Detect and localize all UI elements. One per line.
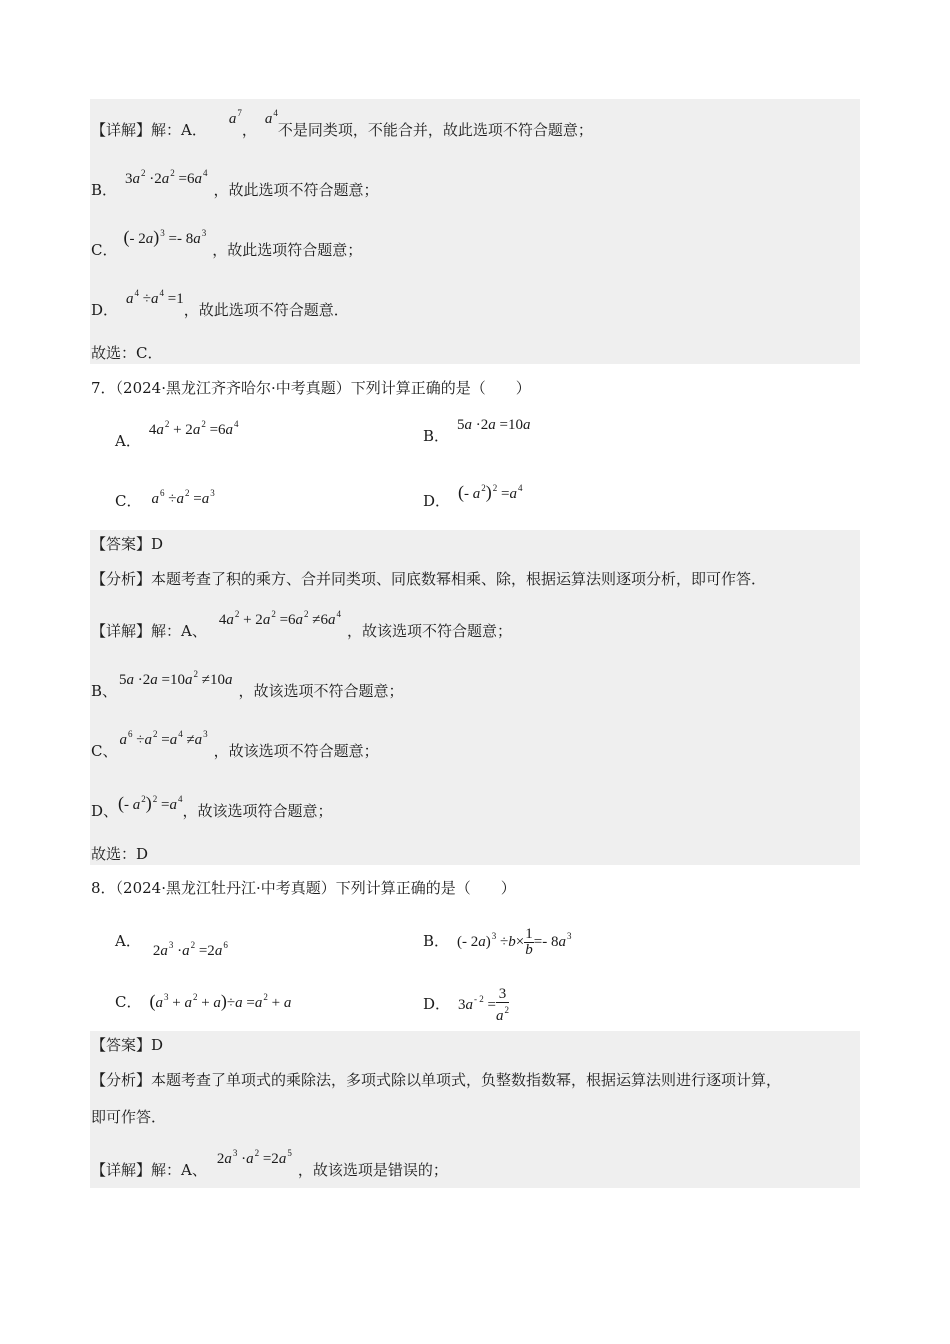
q7-c-label: C、 — [91, 742, 118, 760]
q8-option-c-label: C． — [115, 993, 142, 1011]
q8-stem: 8．（2024·黑龙江牡丹江·中考真题）下列计算正确的是（ ） — [91, 879, 516, 897]
q6-detail-a — [91, 108, 593, 141]
q7-answer: 【答案】D — [91, 535, 164, 553]
q8-option-a-math: $2a^3 \cdot a^2 =2a^6$ — [152, 940, 228, 959]
q8-option-b-label: B． — [423, 932, 450, 950]
q6-b-label: B． — [91, 181, 118, 199]
q6-d-text: ，故此选项不符合题意． — [183, 301, 349, 319]
q7-option-c — [115, 486, 215, 512]
q6-detail-c — [91, 227, 363, 261]
q7-b-text: ，故该选项不符合题意； — [238, 682, 404, 700]
q6-b-text: ，故此选项不符合题意； — [213, 181, 379, 199]
q8-a-math: $2a^3 \cdot a^2 =2a^5$ — [216, 1148, 292, 1167]
q8-detail-label: 【详解】解：A、 — [91, 1161, 207, 1179]
q7-analysis: 【分析】本题考查了积的乘方、合并同类项、同底数幂相乘、除，根据运算法则逐项分析，即可作答． — [91, 570, 767, 588]
q8-option-d-label: D． — [423, 994, 451, 1013]
q7-detail-label: 【详解】解：A、 — [91, 622, 207, 640]
q7-option-b-math: 5a ·2a =10a — [457, 417, 531, 433]
q8-option-a-label: A． — [115, 932, 141, 950]
q8-analysis-line-1: 【分析】本题考查了单项式的乘除法，多项式除以单项式，负整数指数幂，根据运算法则进行逐项计算， — [91, 1071, 782, 1089]
q8-option-c-math: $(a^3 + a^2 + a)\div a =a^2 + a$ — [149, 991, 292, 1011]
q7-d-text: ，故该选项符合题意； — [182, 802, 333, 820]
q6-c-label: C． — [91, 241, 118, 259]
q6-detail-label: 【详解】解：A． — [91, 121, 207, 139]
q8-option-c — [115, 987, 291, 1013]
q6-a-math-1: $a^7$ — [228, 108, 242, 127]
q8-option-d-math: $3a^{- 2}$ = $\frac{3}{a^2}$ — [458, 986, 509, 1024]
q7-option-c-label: C． — [115, 492, 142, 510]
q8-option-b-math: (- 2a)$^3$ ÷b× $\frac{1}{b}$ =- $8a^3$ — [457, 926, 572, 959]
q7-option-a-label: A． — [115, 432, 141, 450]
q7-a-text: ，故该选项不符合题意； — [347, 622, 513, 640]
q6-choice: 故选：C． — [91, 344, 163, 362]
q7-detail-c — [91, 729, 379, 762]
q6-a-text: 不是同类项，不能合并，故此选项不符合题意； — [277, 121, 593, 139]
q6-a-sep: ， — [241, 121, 257, 139]
q7-c-math: $a^6 \div a^2 =a^4 \ne a^3$ — [119, 729, 208, 748]
q6-c-text: ，故此选项符合题意； — [212, 241, 363, 259]
q8-detail-a — [91, 1148, 448, 1181]
q7-choice: 故选：D — [91, 845, 149, 863]
q6-b-math: $3a^2 \cdot 2a^2 =6a^4$ — [125, 168, 208, 187]
q7-option-a — [115, 419, 239, 452]
q7-d-label: D、 — [91, 802, 119, 820]
q7-option-b-label: B． — [423, 427, 450, 445]
q6-c-math: (- $2a)^3 =- 8a^3$ — [123, 227, 207, 247]
q7-detail-a — [91, 609, 513, 642]
q7-option-d-math: (- $a^2)^2 =a^4$ — [458, 482, 523, 502]
q8-answer: 【答案】D — [91, 1036, 164, 1054]
q7-stem: 7．（2024·黑龙江齐齐哈尔·中考真题）下列计算正确的是（ ） — [91, 379, 531, 397]
q6-a-math-2: $a^4$ — [264, 108, 278, 127]
q7-detail-b — [91, 669, 404, 702]
q7-a-math: $4a^2 + 2a^2 =6a^2 \ne 6a^4$ — [218, 609, 342, 628]
q6-d-label: D． — [91, 301, 119, 319]
q7-option-a-math: $4a^2 + 2a^2 =6a^4$ — [148, 419, 239, 438]
q8-option-a — [115, 926, 228, 959]
q7-option-c-math: $a^6 \div a^2 =a^3$ — [151, 488, 215, 507]
q6-detail-d — [91, 288, 349, 321]
q8-a-text: ，故该选项是错误的； — [297, 1161, 448, 1179]
q8-analysis-line-2: 即可作答． — [91, 1108, 167, 1126]
q7-option-d — [423, 482, 523, 512]
q7-detail-d — [91, 793, 333, 822]
q7-d-math: (- $a^2)^2 =a^4$ — [118, 793, 183, 813]
q7-c-text: ，故该选项不符合题意； — [213, 742, 379, 760]
q6-detail-b — [91, 168, 379, 201]
q7-option-b — [423, 417, 531, 447]
q7-b-math: $5a \cdot 2a =10a^2 \ne 10a$ — [119, 669, 233, 688]
q6-d-math: $a^4 \div a^4 =1$ — [126, 288, 184, 307]
q7-option-d-label: D． — [423, 492, 451, 510]
q7-b-label: B、 — [91, 682, 118, 700]
q8-option-d — [423, 987, 509, 1024]
q8-option-b — [423, 926, 571, 958]
